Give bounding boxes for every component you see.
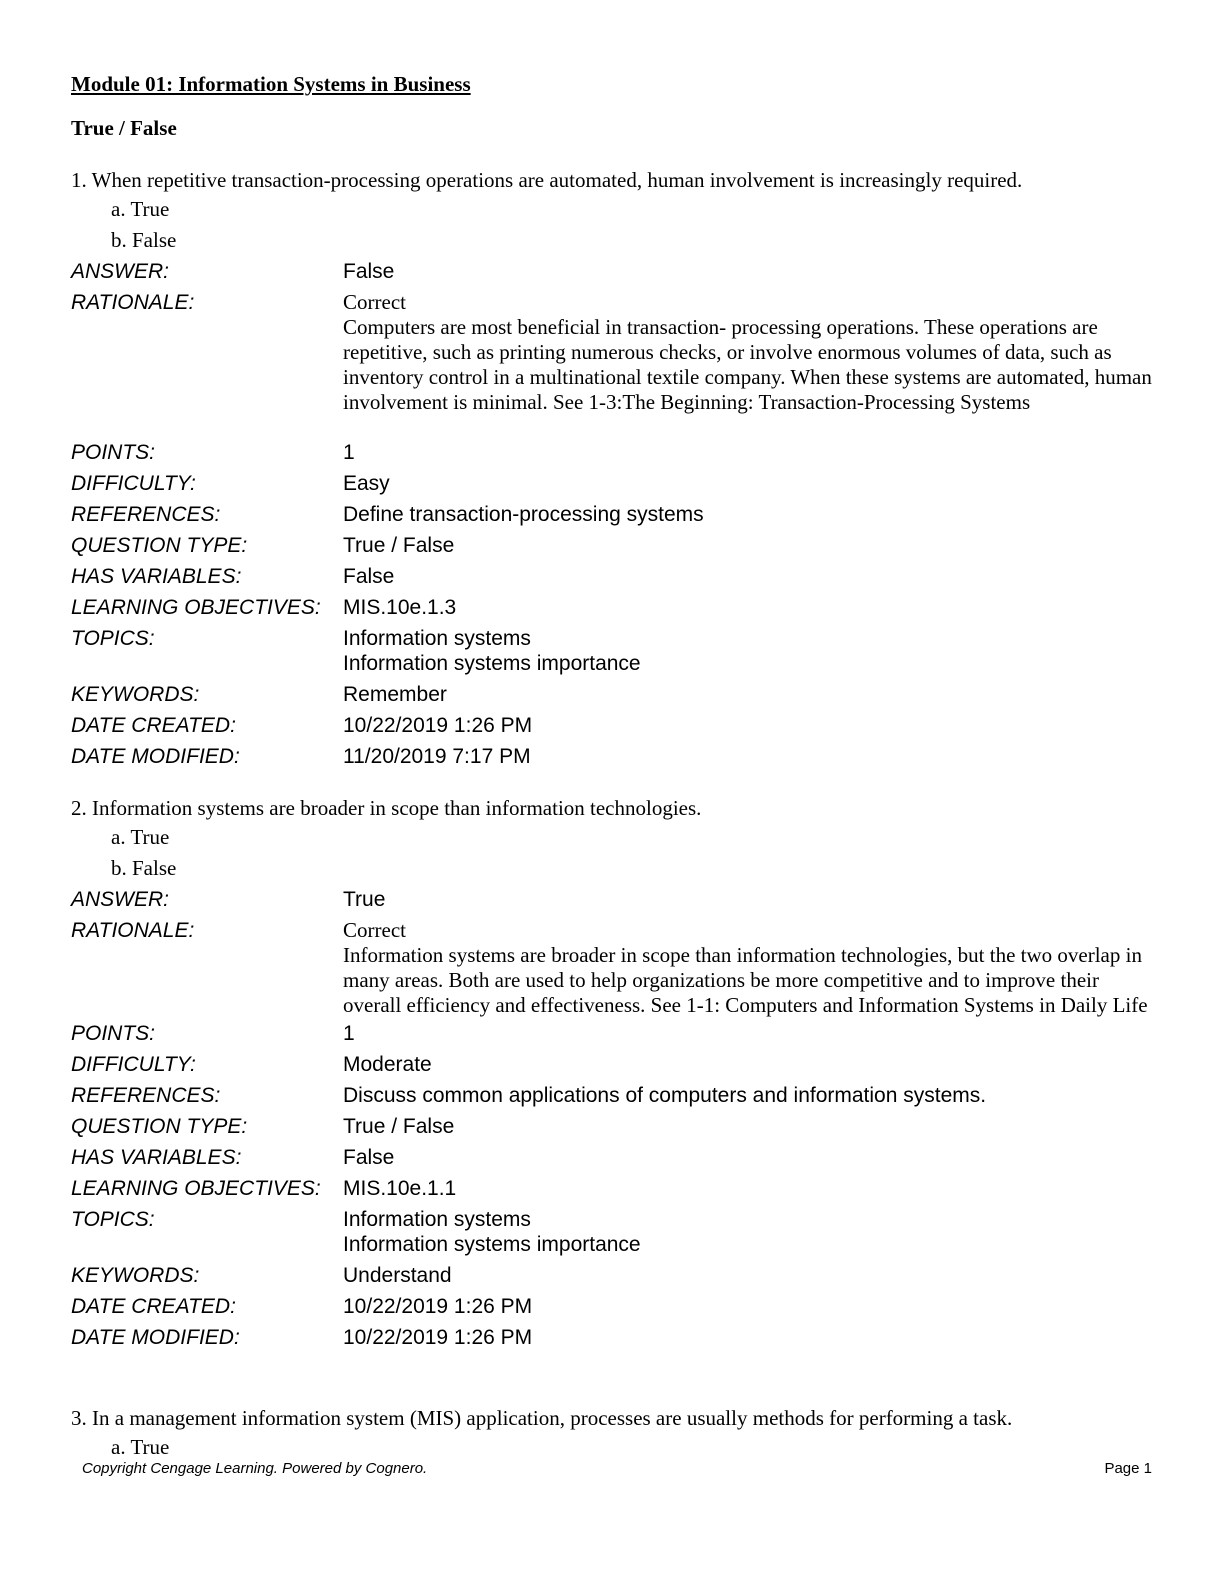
difficulty-value: Moderate — [343, 1053, 432, 1076]
has-variables-label: HAS VARIABLES: — [71, 1146, 242, 1169]
rationale-label: RATIONALE: — [71, 919, 195, 942]
answer-row — [71, 256, 1161, 287]
learning-objectives-label: LEARNING OBJECTIVES: — [71, 1177, 321, 1200]
footer-page-number: Page 1 — [1104, 1460, 1152, 1477]
points-row — [71, 1018, 1161, 1049]
date-created-value: 10/22/2019 1:26 PM — [343, 1295, 533, 1318]
keywords-row — [71, 1260, 1161, 1291]
option-a: a. True — [111, 197, 170, 221]
topics-label: TOPICS: — [71, 1208, 155, 1231]
topic-item: Information systems importance — [343, 1233, 641, 1256]
learning-objectives-label: LEARNING OBJECTIVES: — [71, 596, 321, 619]
answer-row — [71, 884, 1161, 915]
rationale-body — [343, 915, 1153, 1018]
references-label: REFERENCES: — [71, 1084, 221, 1107]
footer-copyright: Copyright Cengage Learning. Powered by Cognero. — [82, 1460, 428, 1477]
question-text: 1. When repetitive transaction-processing operations are automated, human involvement is increasingly required. — [71, 168, 1023, 192]
option-a: a. True — [111, 825, 170, 849]
references-row — [71, 499, 1161, 530]
topics-value — [343, 1204, 641, 1260]
rationale-text: Computers are most beneficial in transaction- processing operations. These operations are repetitive, such as printing numerous checks, or involve enormous volumes of data, such as inventory control in a multinational textile company. When these systems are automated, human involvement is minimal. See 1-3:The Beginning: Transaction-Processing Systems — [343, 315, 1152, 414]
date-modified-row — [71, 741, 1161, 772]
topic-item: Information systems importance — [343, 652, 641, 675]
date-created-value: 10/22/2019 1:26 PM — [343, 714, 533, 737]
date-created-label: DATE CREATED: — [71, 714, 236, 737]
has-variables-row — [71, 1142, 1161, 1173]
references-value: Define transaction-processing systems — [343, 503, 704, 526]
topic-item: Information systems — [343, 627, 531, 650]
difficulty-value: Easy — [343, 472, 390, 495]
answer-label: ANSWER: — [71, 260, 170, 283]
points-label: POINTS: — [71, 1022, 156, 1045]
references-row — [71, 1080, 1161, 1111]
rationale-head: Correct — [343, 290, 406, 314]
answer-value: False — [343, 260, 395, 283]
keywords-label: KEYWORDS: — [71, 1264, 200, 1287]
topics-value — [343, 623, 641, 679]
rationale-label: RATIONALE: — [71, 291, 195, 314]
rationale-row — [71, 915, 1161, 1018]
question-type-row — [71, 1111, 1161, 1142]
question-type-value: True / False — [343, 534, 455, 557]
date-modified-value: 10/22/2019 1:26 PM — [343, 1326, 533, 1349]
answer-label: ANSWER: — [71, 888, 170, 911]
points-label: POINTS: — [71, 441, 156, 464]
points-value: 1 — [343, 441, 355, 464]
date-created-row — [71, 710, 1161, 741]
question-3 — [71, 1404, 1161, 1463]
question-1 — [71, 166, 1161, 772]
question-text: 2. Information systems are broader in scope than information technologies. — [71, 796, 702, 820]
topics-label: TOPICS: — [71, 627, 155, 650]
learning-objectives-value: MIS.10e.1.3 — [343, 596, 457, 619]
points-value: 1 — [343, 1022, 355, 1045]
has-variables-value: False — [343, 565, 395, 588]
option-a: a. True — [111, 1435, 170, 1459]
date-modified-row — [71, 1322, 1161, 1353]
question-type-value: True / False — [343, 1115, 455, 1138]
difficulty-row — [71, 468, 1161, 499]
question-text: 3. In a management information system (MIS) application, processes are usually methods for performing a task. — [71, 1406, 1013, 1430]
difficulty-row — [71, 1049, 1161, 1080]
has-variables-row — [71, 561, 1161, 592]
keywords-value: Understand — [343, 1264, 452, 1287]
topics-row — [71, 623, 1161, 679]
topics-row — [71, 1204, 1161, 1260]
date-modified-label: DATE MODIFIED: — [71, 745, 240, 768]
learning-objectives-row — [71, 1173, 1161, 1204]
rationale-row — [71, 287, 1161, 415]
keywords-label: KEYWORDS: — [71, 683, 200, 706]
rationale-body — [343, 287, 1153, 415]
question-type-label: QUESTION TYPE: — [71, 534, 248, 557]
difficulty-label: DIFFICULTY: — [71, 472, 196, 495]
date-created-row — [71, 1291, 1161, 1322]
option-b: b. False — [111, 228, 177, 252]
has-variables-value: False — [343, 1146, 395, 1169]
references-label: REFERENCES: — [71, 503, 221, 526]
section-title: True / False — [71, 116, 177, 140]
question-2 — [71, 794, 1161, 1353]
learning-objectives-row — [71, 592, 1161, 623]
learning-objectives-value: MIS.10e.1.1 — [343, 1177, 457, 1200]
question-type-label: QUESTION TYPE: — [71, 1115, 248, 1138]
has-variables-label: HAS VARIABLES: — [71, 565, 242, 588]
module-title: Module 01: Information Systems in Business — [71, 72, 471, 96]
date-modified-label: DATE MODIFIED: — [71, 1326, 240, 1349]
keywords-row — [71, 679, 1161, 710]
answer-value: True — [343, 888, 386, 911]
points-row — [71, 437, 1161, 468]
date-modified-value: 11/20/2019 7:17 PM — [343, 745, 531, 768]
keywords-value: Remember — [343, 683, 447, 706]
rationale-text: Information systems are broader in scope than information technologies, but the two overlap in many areas. Both are used to help organizations be more competitive and to improve their overall efficiency and effectiveness. See 1-1: Computers and Information Systems in Daily Life — [343, 943, 1148, 1017]
date-created-label: DATE CREATED: — [71, 1295, 236, 1318]
rationale-head: Correct — [343, 918, 406, 942]
difficulty-label: DIFFICULTY: — [71, 1053, 196, 1076]
option-b: b. False — [111, 856, 177, 880]
question-type-row — [71, 530, 1161, 561]
topic-item: Information systems — [343, 1208, 531, 1231]
references-value: Discuss common applications of computers and information systems. — [343, 1084, 987, 1107]
